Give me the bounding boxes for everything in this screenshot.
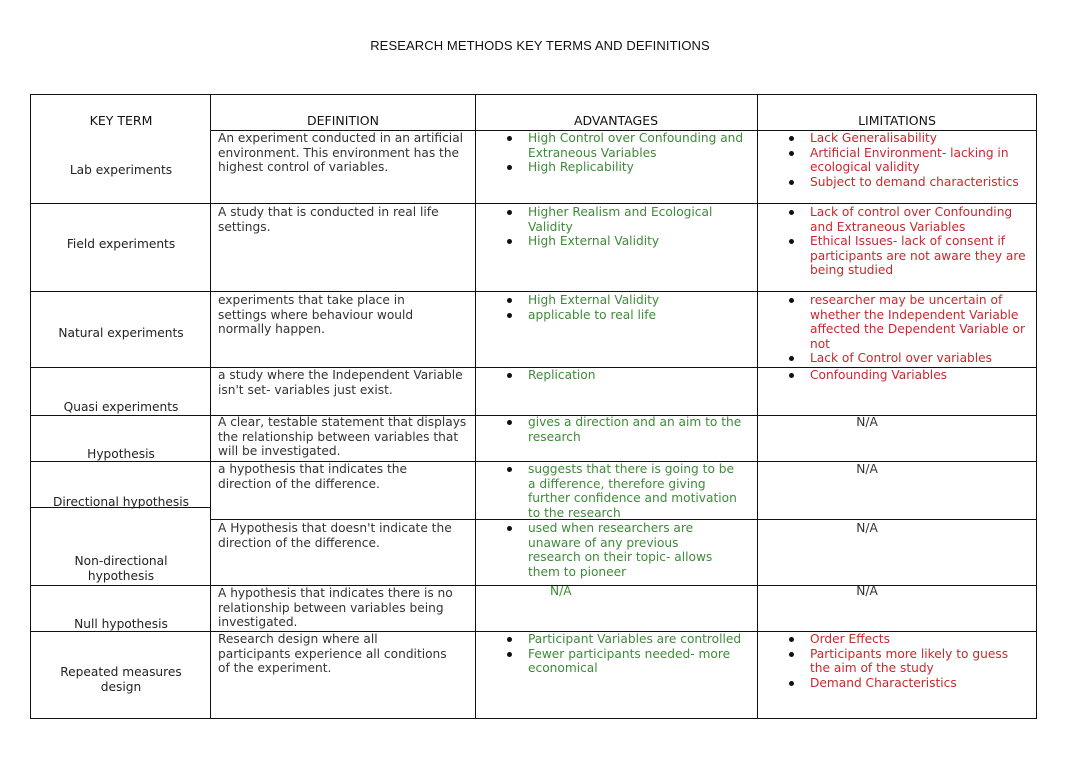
definition-lab-experiments: An experiment conducted in an artificial environment. This environment has the highest control of variables. [218,131,464,174]
limitation-item: Ethical Issues- lack of consent if participants are not aware they are being studied [786,234,1031,278]
term-lab-experiments: Lab experiments [69,163,173,177]
definition-natural-experiments: experiments that take place in settings where behaviour would normally happen. [218,293,414,336]
column-divider [475,95,476,718]
advantage-item: Fewer participants needed- more economical [504,647,749,676]
limitation-item: Lack of Control over variables [786,351,1031,366]
advantages-quasi-experiments [504,368,744,383]
limitation-item: Demand Characteristics [786,676,1031,691]
limitations-quasi-experiments [786,368,1031,383]
term-non-directional-hypothesis: Non-directional hypothesis [74,554,168,583]
advantage-item: High Replicability [504,160,744,175]
limitation-item: Order Effects [786,632,1031,647]
limitation-na-hypothesis: N/A [856,415,878,429]
advantages-hypothesis [504,415,744,444]
term-directional-hypothesis: Directional hypothesis [52,495,189,509]
key-terms-table [30,94,1037,719]
definition-field-experiments: A study that is conducted in real life settings. [218,205,439,234]
limitation-item: Confounding Variables [786,368,1031,383]
term-quasi-experiments: Quasi experiments [63,400,179,414]
column-divider [757,95,758,718]
definition-hypothesis: A clear, testable statement that displays the relationship between variables that will be investigated. [218,415,467,458]
advantages-non-directional-hypothesis [504,521,729,579]
definition-quasi-experiments: a study where the Independent Variable isn't set- variables just exist. [218,368,463,397]
limitations-field-experiments [786,205,1031,278]
advantages-null-hypothesis [504,584,744,599]
advantages-natural-experiments [504,293,744,322]
limitation-item: researcher may be uncertain of whether the Independent Variable affected the Dependent Variable or not [786,293,1031,351]
definition-null-hypothesis: A hypothesis that indicates there is no relationship between variables being investigated. [218,586,453,629]
advantage-na: N/A [550,584,572,598]
header-key-term: KEY TERM [89,113,153,128]
row-divider [31,585,211,586]
header-advantages: ADVANTAGES [573,113,659,128]
row-divider [31,415,211,416]
term-natural-experiments: Natural experiments [58,326,184,340]
advantage-item: applicable to real life [504,308,744,323]
limitation-na-directional-hypothesis: N/A [856,462,878,476]
row-divider [31,203,211,204]
row-divider [31,291,211,292]
advantage-item: Replication [504,368,744,383]
definition-non-directional-hypothesis: A Hypothesis that doesn't indicate the direction of the difference. [218,521,452,550]
term-repeated-measures-design: Repeated measures design [60,665,182,694]
limitation-na-non-directional-hypothesis: N/A [856,521,878,535]
term-field-experiments: Field experiments [66,237,176,251]
header-limitations: LIMITATIONS [858,113,936,128]
advantages-field-experiments [504,205,734,249]
limitation-item: Lack Generalisability [786,131,1031,146]
limitations-lab-experiments [786,131,1031,189]
advantage-item: used when researchers are unaware of any previous research on their topic- allows them to pioneer [504,521,729,579]
advantage-item: Participant Variables are controlled [504,632,749,647]
limitation-na-null-hypothesis: N/A [856,584,878,598]
advantages-repeated-measures-design [504,632,749,676]
definition-directional-hypothesis: a hypothesis that indicates the direction of the difference. [218,462,407,491]
header-definition: DEFINITION [307,113,379,128]
term-hypothesis: Hypothesis [87,447,155,461]
row-divider [31,367,211,368]
advantage-item: High External Validity [504,234,734,249]
advantage-item: suggests that there is going to be a difference, therefore giving further confidence and motivation to the research [504,462,744,520]
term-null-hypothesis: Null hypothesis [74,617,168,631]
advantage-item: High External Validity [504,293,744,308]
advantage-item: High Control over Confounding and Extraneous Variables [504,131,744,160]
advantages-lab-experiments [504,131,744,175]
limitations-repeated-measures-design [786,632,1031,690]
advantages-directional-hypothesis [504,462,744,520]
limitations-natural-experiments [786,293,1031,366]
row-divider [211,291,1036,292]
limitation-item: Participants more likely to guess the aim of the study [786,647,1031,676]
advantage-item: Higher Realism and Ecological Validity [504,205,734,234]
definition-repeated-measures-design: Research design where all participants experience all conditions of the experiment. [218,632,447,675]
row-divider [211,203,1036,204]
limitation-item: Artificial Environment- lacking in ecological validity [786,146,1031,175]
limitation-item: Lack of control over Confounding and Extraneous Variables [786,205,1031,234]
advantage-item: gives a direction and an aim to the research [504,415,744,444]
limitation-item: Subject to demand characteristics [786,175,1031,190]
page-title: RESEARCH METHODS KEY TERMS AND DEFINITIONS [370,38,710,53]
